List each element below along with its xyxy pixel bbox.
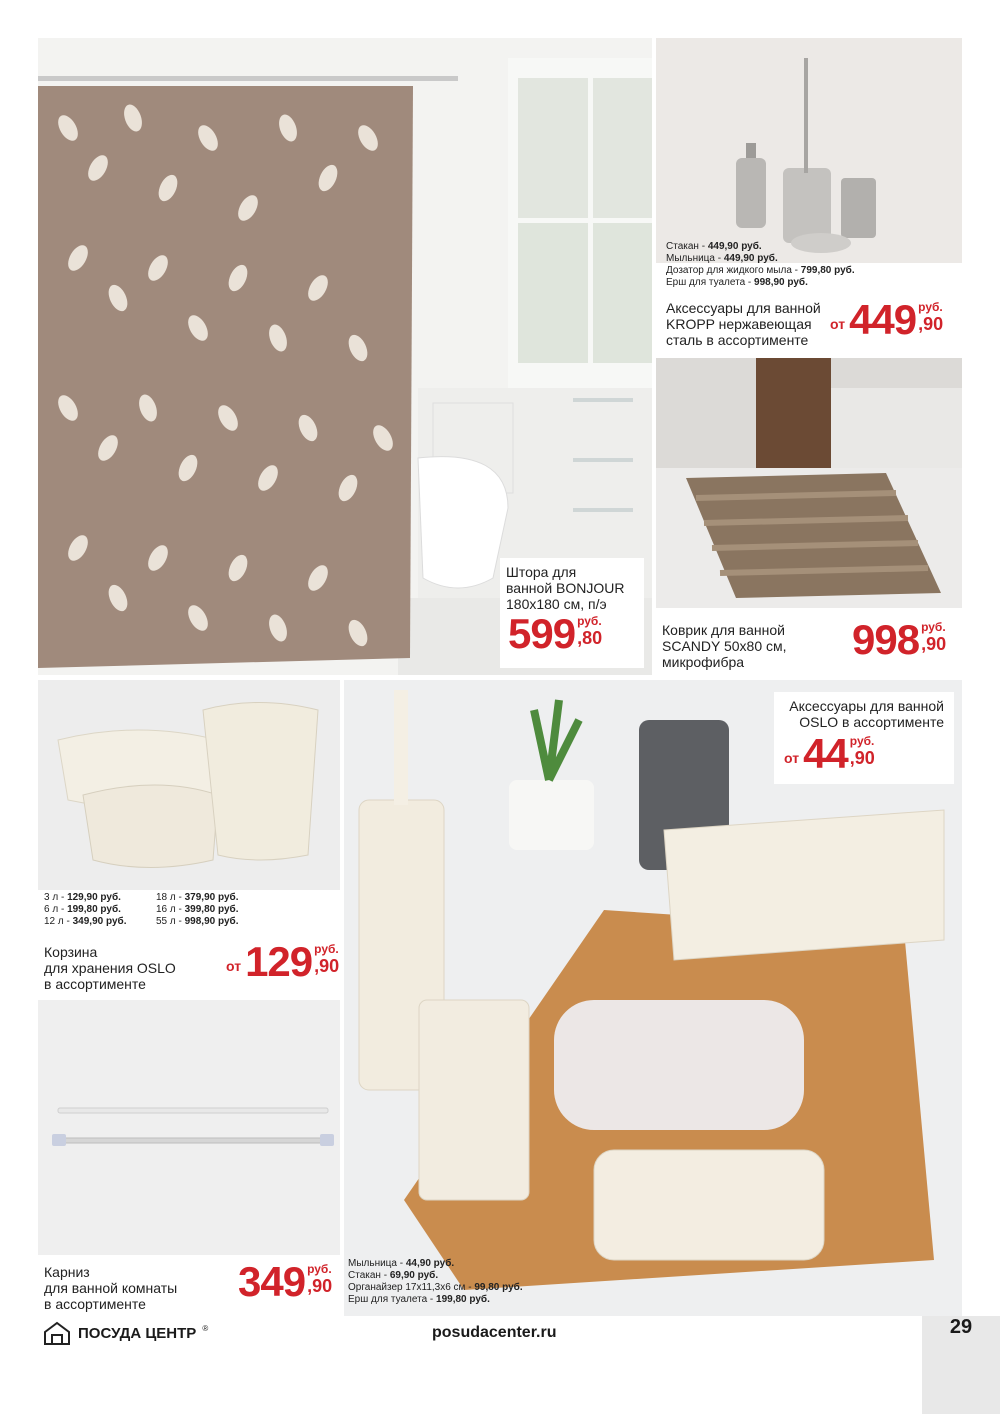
house-icon [42,1320,72,1346]
brand-name: ПОСУДА ЦЕНТР [78,1324,197,1342]
basket-price-list-left [44,892,126,928]
kropp-panel [656,38,962,354]
website-link[interactable]: posudacenter.ru [432,1324,557,1341]
basket-price: от 129 руб. ,90 [226,938,340,985]
kropp-name: Аксессуары для ванной KROPP нержавеющая сталь в ассортименте [666,300,821,348]
oslo-price: от 44 руб. ,90 [784,730,875,777]
rod-photo [38,1000,340,1255]
kropp-photo [656,38,962,263]
curtain-panel [38,38,652,675]
list-item: Ерш для туалета - 199,80 руб. [348,1294,490,1305]
list-item: Стакан - 69,90 руб. [348,1270,439,1281]
list-item: 55 л - 998,90 руб. [156,916,239,927]
brand-logo[interactable] [42,1316,208,1350]
kropp-price-list [666,241,855,289]
rug-price: 998 руб. ,90 [852,616,947,663]
list-item: Органайзер 17x11,3x6 см - 99,80 руб. [348,1282,523,1293]
list-item: 12 л - 349,90 руб. [44,916,127,927]
curtain-price: 599 руб. ,80 [508,610,603,657]
basket-panel [38,680,340,996]
rug-name: Коврик для ванной SCANDY 50x80 см, микрофибра [662,622,787,670]
list-item: 18 л - 379,90 руб. [156,892,239,903]
list-item: Дозатор для жидкого мыла - 799,80 руб. [666,265,855,276]
basket-name: Корзина для хранения OSLO в ассортименте [44,944,176,992]
kropp-price: от 449 руб. ,90 [830,296,944,343]
rod-panel [38,1000,340,1316]
rug-panel [656,358,962,675]
oslo-price-list [348,1258,523,1306]
basket-photo [38,680,340,890]
rug-photo [656,358,962,608]
list-item: Мыльница - 44,90 руб. [348,1258,455,1269]
list-item: Ерш для туалета - 998,90 руб. [666,277,808,288]
footer [0,1316,1000,1414]
rod-name: Карниз для ванной комнаты в ассортименте [44,1264,178,1312]
list-item: 16 л - 399,80 руб. [156,904,239,915]
list-item: Стакан - 449,90 руб. [666,241,762,252]
curtain-name: Штора для ванной BONJOUR 180x180 см, п/э [506,564,625,612]
basket-price-list-right [156,892,238,928]
list-item: Мыльница - 449,90 руб. [666,253,778,264]
oslo-panel [344,680,962,1316]
list-item: 3 л - 129,90 руб. [44,892,121,903]
rod-price: 349 руб. ,90 [238,1258,333,1305]
registered-mark: ® [202,1324,209,1333]
oslo-name: Аксессуары для ванной OSLO в ассортименте [789,698,944,730]
page-number: 29 [922,1316,1000,1414]
list-item: 6 л - 199,80 руб. [44,904,121,915]
